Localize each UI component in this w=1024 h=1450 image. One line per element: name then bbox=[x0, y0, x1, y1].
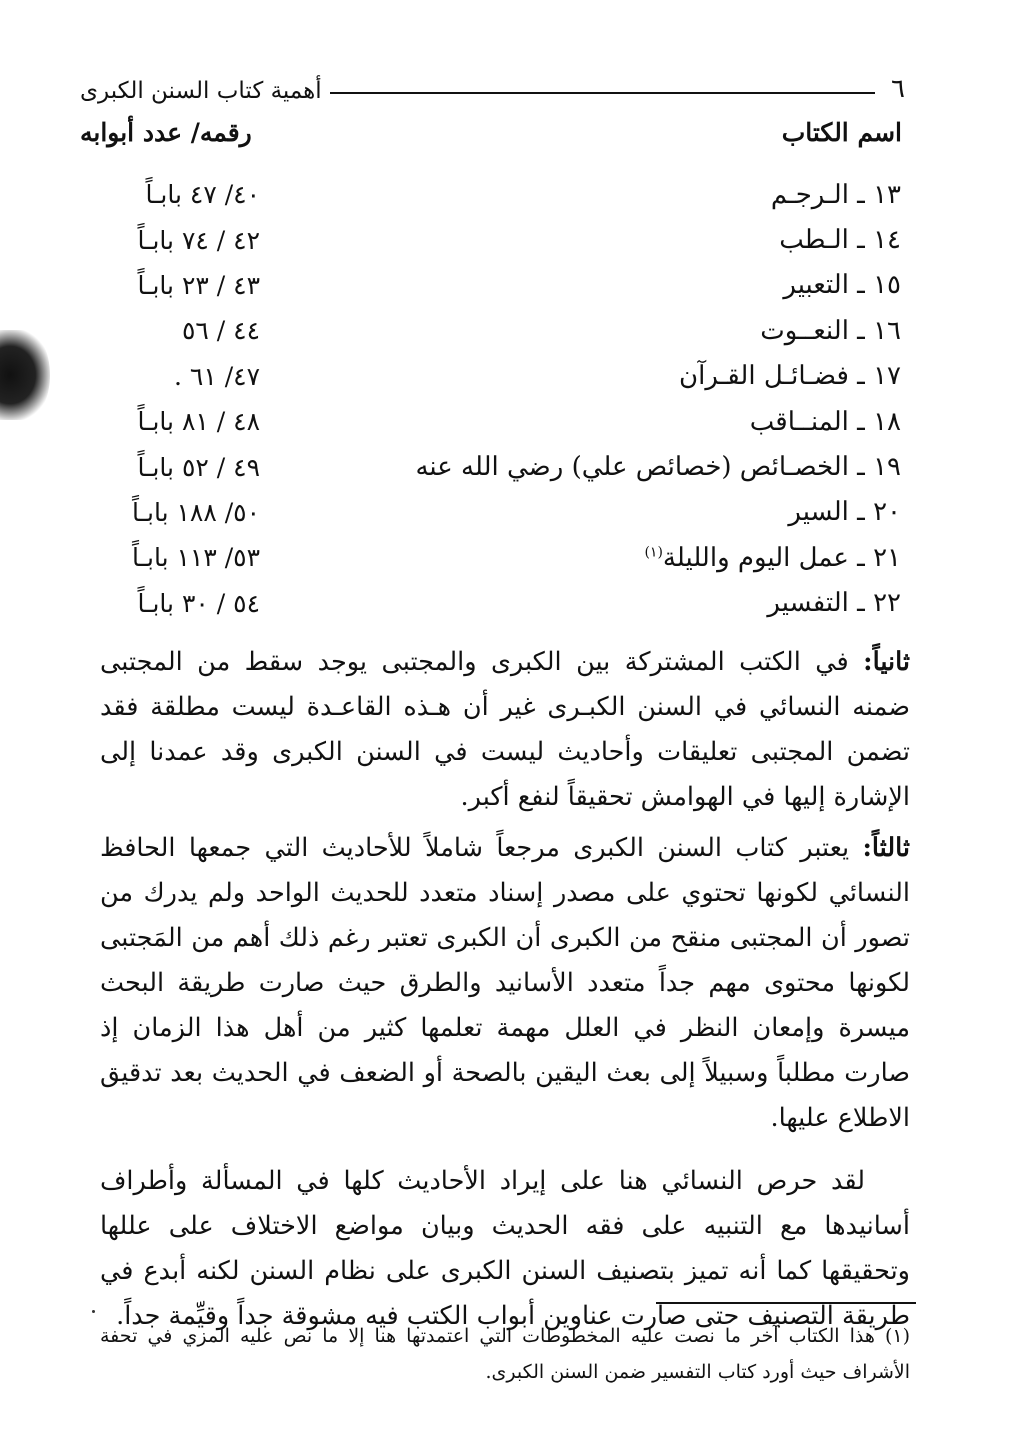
footnote bbox=[100, 1318, 910, 1390]
footnote-rule bbox=[656, 1302, 916, 1304]
footnote-text: هذا الكتاب آخر ما نصت عليه المخطوطات التي اعتمدتها هنا إلا ما نص عليه المزي في تحفة الأشراف حيث أورد كتاب التفسير ضمن السنن الكبرى. bbox=[100, 1325, 910, 1383]
running-header bbox=[80, 64, 905, 104]
book-number: ٤٤ / ٥٦ bbox=[181, 316, 260, 346]
scan-speck bbox=[92, 1310, 95, 1313]
book-row bbox=[80, 535, 905, 580]
paragraph-text: في الكتب المشتركة بين الكبرى والمجتبى يوجد سقط من المجتبى ضمنه النسائي في السنن الكبـرى غير أن هـذه القاعـدة ليست مطلقة فقد تضمن المجتبى تعليقات وأحاديث ليست في السنن الكبرى وقد عمدنا إلى الإشارة إليها في الهوامش تحقيقاً لنفع أكبر. bbox=[100, 647, 910, 812]
book-name: ١٦ ـ النعــوت bbox=[760, 315, 901, 346]
book-name: ١٨ ـ المنــاقب bbox=[749, 406, 901, 437]
paragraph-nasai: لقد حرص النسائي هنا على إيراد الأحاديث كلها في المسألة وأطراف أسانيدها مع التنبيه على فقه الحديث وبيان مواضع الاختلاف على عللها وتحقيقها كما أنه تميز بتصنيف السنن الكبرى على نظام السنن لكنه أبدع في طريقة التصنيف حتى صارت عناوين أبواب الكتب فيه مشوقة جداً وقيِّمة جداً. bbox=[100, 1166, 910, 1331]
paragraph-secondly bbox=[100, 640, 910, 820]
book-row bbox=[80, 263, 905, 308]
book-row bbox=[80, 399, 905, 444]
paragraph-label: ثانياً: bbox=[863, 647, 910, 677]
book-number: ٤٢ / ٧٤ بابـاً bbox=[137, 225, 260, 255]
footnote-reference[interactable]: (١) bbox=[644, 544, 663, 561]
book-number: ٥٠/ ١٨٨ بابـاً bbox=[132, 497, 260, 527]
body-text bbox=[100, 640, 910, 1345]
book-row bbox=[80, 444, 905, 489]
running-title: أهمية كتاب السنن الكبرى bbox=[80, 78, 322, 104]
book-number: ٤٧/ ٦١ . bbox=[174, 361, 260, 391]
ink-blot bbox=[0, 330, 50, 420]
book-name bbox=[644, 543, 905, 573]
column-heading-number: رقمه/ عدد أبوابه bbox=[80, 118, 252, 147]
book-row bbox=[80, 490, 905, 535]
book-row bbox=[80, 217, 905, 262]
header-rule bbox=[330, 92, 875, 94]
book-number: ٥٤ / ٣٠ بابـاً bbox=[137, 588, 260, 618]
book-list bbox=[80, 172, 905, 626]
book-row bbox=[80, 308, 905, 353]
footnote-mark: (١) bbox=[884, 1325, 910, 1347]
paragraph-text: يعتبر كتاب السنن الكبرى مرجعاً شاملاً للأحاديث التي جمعها الحافظ النسائي لكونها تحتوي على مصدر إسناد متعدد للحديث الواحد ولم يدرك من تصور أن المجتبى منقح من الكبرى أن الكبرى تعتبر رغم ذلك أهم من المَجتبى لكونها محتوى مهم جداً متعدد الأسانيد والطرق حيث صارت طريقة البحث ميسرة وإمعان النظر في العلل مهمة تعلمها كثير من أهل هذا الزمان إذ صارت مطلباً وسبيلاً إلى بعث اليقين بالصحة أو الضعف في الحديث بعد تدقيق الاطلاع عليها. bbox=[100, 833, 910, 1133]
book-row bbox=[80, 581, 905, 626]
book-number: ٤٠/ ٤٧ بابـاً bbox=[145, 180, 260, 210]
book-name: ١٥ ـ التعبير bbox=[783, 270, 901, 301]
book-name: ١٤ ـ الـطب bbox=[779, 225, 901, 256]
book-row bbox=[80, 354, 905, 399]
book-number: ٤٩ / ٥٢ بابـاً bbox=[137, 452, 260, 482]
paragraph-label: ثالثاً: bbox=[862, 833, 910, 863]
book-name: ١٣ ـ الـرجـم bbox=[770, 179, 901, 210]
book-number: ٤٨ / ٨١ بابـاً bbox=[137, 407, 260, 437]
book-name: ٢٠ ـ السير bbox=[788, 497, 901, 528]
book-number: ٤٣ / ٢٣ بابـاً bbox=[137, 270, 260, 300]
column-heading-book-name: اسم الكتاب bbox=[781, 118, 902, 147]
paragraph-thirdly bbox=[100, 826, 910, 1141]
book-name-text: ٢١ ـ عمل اليوم والليلة bbox=[662, 542, 901, 573]
book-name: ١٩ ـ الخصـائص (خصائص علي) رضي الله عنه bbox=[415, 452, 901, 483]
book-number: ٥٣/ ١١٣ بابـاً bbox=[132, 543, 260, 573]
book-name: ٢٢ ـ التفسير bbox=[767, 588, 901, 619]
book-row bbox=[80, 172, 905, 217]
book-name: ١٧ ـ فضـائـل القـرآن bbox=[679, 361, 901, 392]
page-number: ٦ bbox=[891, 74, 905, 104]
